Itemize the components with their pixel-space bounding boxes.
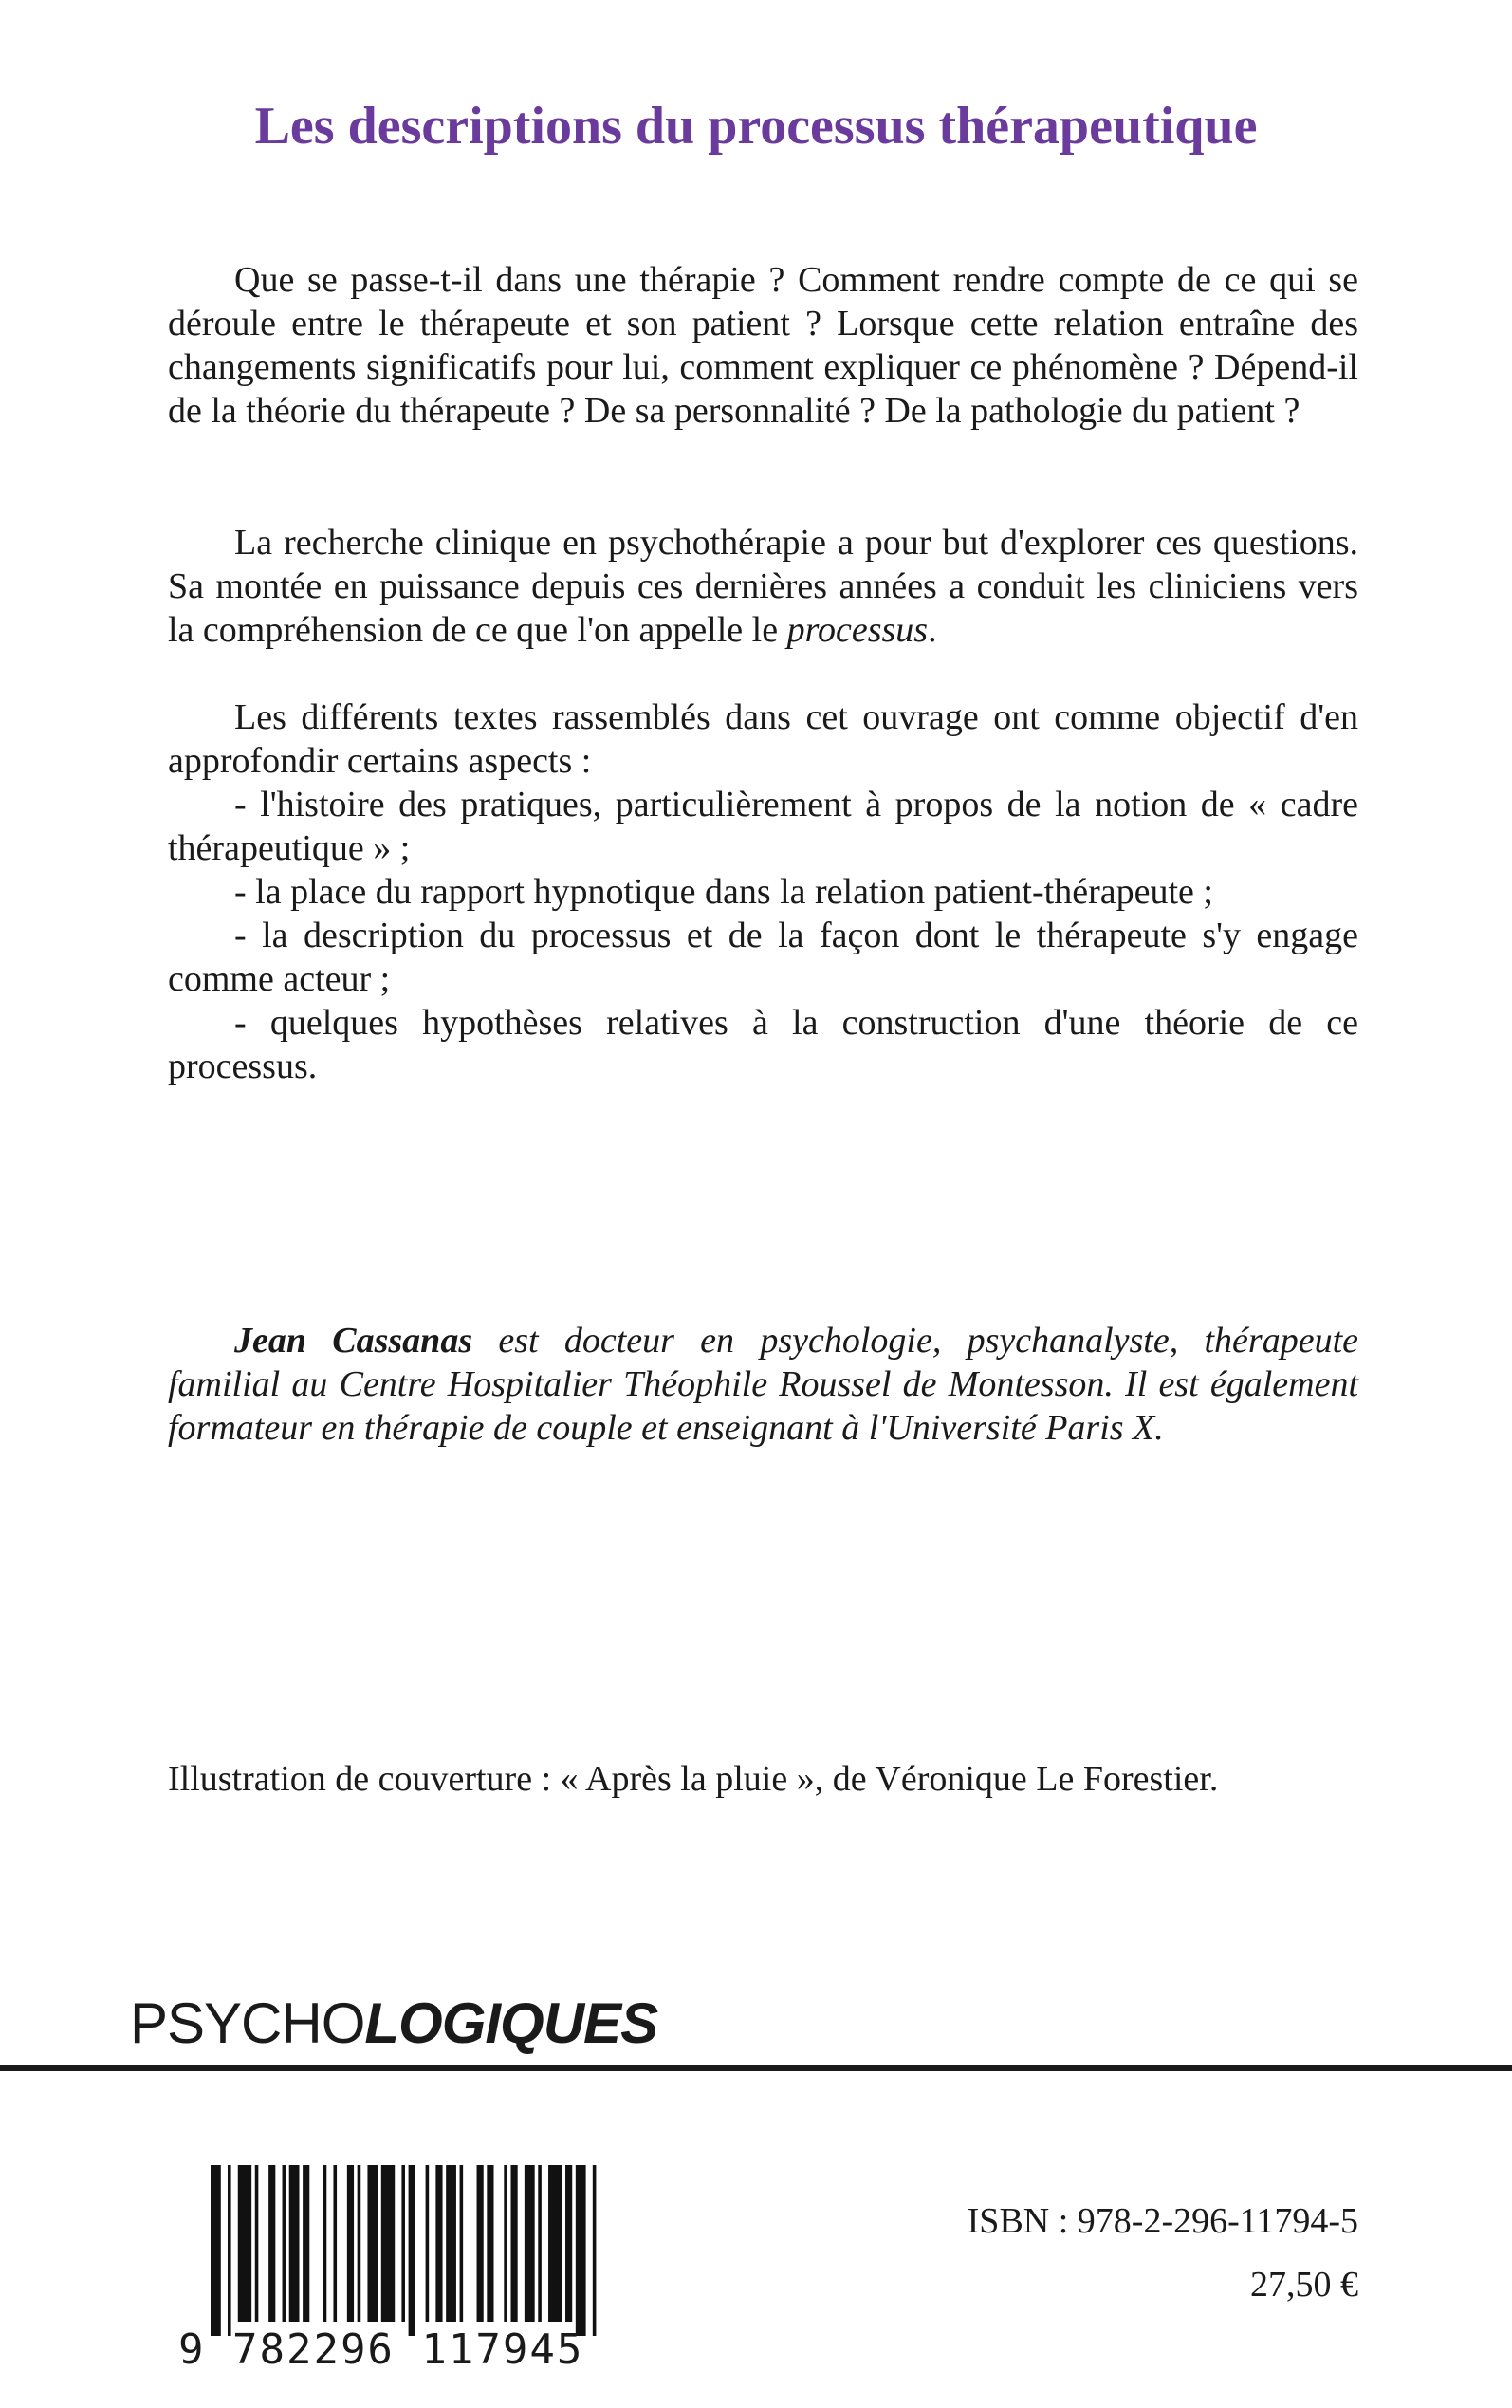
illustration-credit: Illustration de couverture : « Après la pluie », de Véronique Le Forestier. [168,1759,1219,1799]
objectives-lead: Les différents textes rassemblés dans cet ouvrage ont comme objectif d'en approfondir certains aspects : [168,697,1358,781]
research-emphasis: processus [786,610,929,650]
barcode-bar [435,2165,442,2322]
barcode-bar [477,2165,484,2322]
intro-paragraph [168,258,1358,433]
barcode-bar [358,2165,361,2322]
barcode-bar [565,2165,572,2322]
barcode-bar [283,2165,286,2322]
research-text: La recherche clinique en psychothérapie a pour but d'explorer ces questions. Sa montée en puissance depuis ces dernières années a conduit les cliniciens vers la compréhension de ce que l'on appelle le [168,523,1358,650]
barcode-bar [347,2165,354,2322]
barcode-bar [381,2165,395,2322]
barcode-bar [525,2165,535,2322]
author-bio [168,1319,1358,1450]
isbn: ISBN : 978-2-296-11794-5 [967,2201,1358,2241]
objective-item: - la place du rapport hypnotique dans la relation patient-thérapeute ; [234,872,1213,912]
author-name: Jean Cassanas [234,1321,473,1361]
author-bio-text: est docteur en psychologie, psychanalyste, thérapeute familial au Centre Hospitalier Théophile Roussel de Montesson. Il est également formateur en thérapie de couple et enseignant à l'Université Paris X. [168,1321,1358,1448]
price: 27,50 € [1250,2265,1358,2305]
barcode-bar [538,2165,542,2322]
barcode-bar [211,2165,221,2336]
barcode-bar [460,2165,464,2322]
barcode-bar [409,2165,415,2336]
book-title: Les descriptions du processus thérapeutique [254,97,1258,156]
research-end: . [928,610,937,650]
barcode-bar [268,2165,275,2322]
collection-logo-part2: LOGIQUES [364,1991,658,2055]
barcode-bar [238,2165,251,2322]
barcode-bar [576,2165,586,2336]
barcode-bar [593,2165,597,2336]
barcode-bar [323,2165,327,2322]
objective-item: - quelques hypothèses relatives à la construction d'une théorie de ce processus. [168,1003,1358,1086]
barcode-bar [504,2165,507,2322]
research-paragraph [168,521,1358,652]
divider-rule [0,2065,1512,2071]
barcode-bar [510,2165,517,2322]
barcode-bar [367,2165,378,2322]
collection-logo [130,1991,657,2057]
objective-item: - la description du processus et de la façon dont le thérapeute s'y engage comme acteur ; [168,916,1358,999]
barcode-digits: 9 782296 117945 [178,2325,584,2374]
barcode-bar [401,2165,405,2322]
barcode-bar [255,2165,259,2322]
barcode-bar [303,2165,309,2322]
barcode-bar [333,2165,337,2322]
objective-item: - l'histoire des pratiques, particulièrement à propos de la notion de « cadre thérapeutique » ; [168,785,1358,868]
collection-logo-part1: PSYCHO [130,1991,365,2055]
barcode-bar [548,2165,562,2322]
intro-text: Que se passe-t-il dans une thérapie ? Comment rendre compte de ce qui se déroule entre le thérapeute et son patient ? Lorsque cette relation entraîne des changements significatifs pour lui, comment expliquer ce phénomène ? Dépend-il de la théorie du thérapeute ? De sa personnalité ? De la pathologie du patient ? [168,260,1358,431]
barcode-bar [446,2165,456,2322]
barcode-bar [426,2165,430,2322]
barcode-icon [211,2165,599,2336]
barcode-bar [289,2165,300,2322]
objectives-section [168,695,1358,1088]
barcode-bar [487,2165,493,2322]
barcode-bar [228,2165,231,2336]
